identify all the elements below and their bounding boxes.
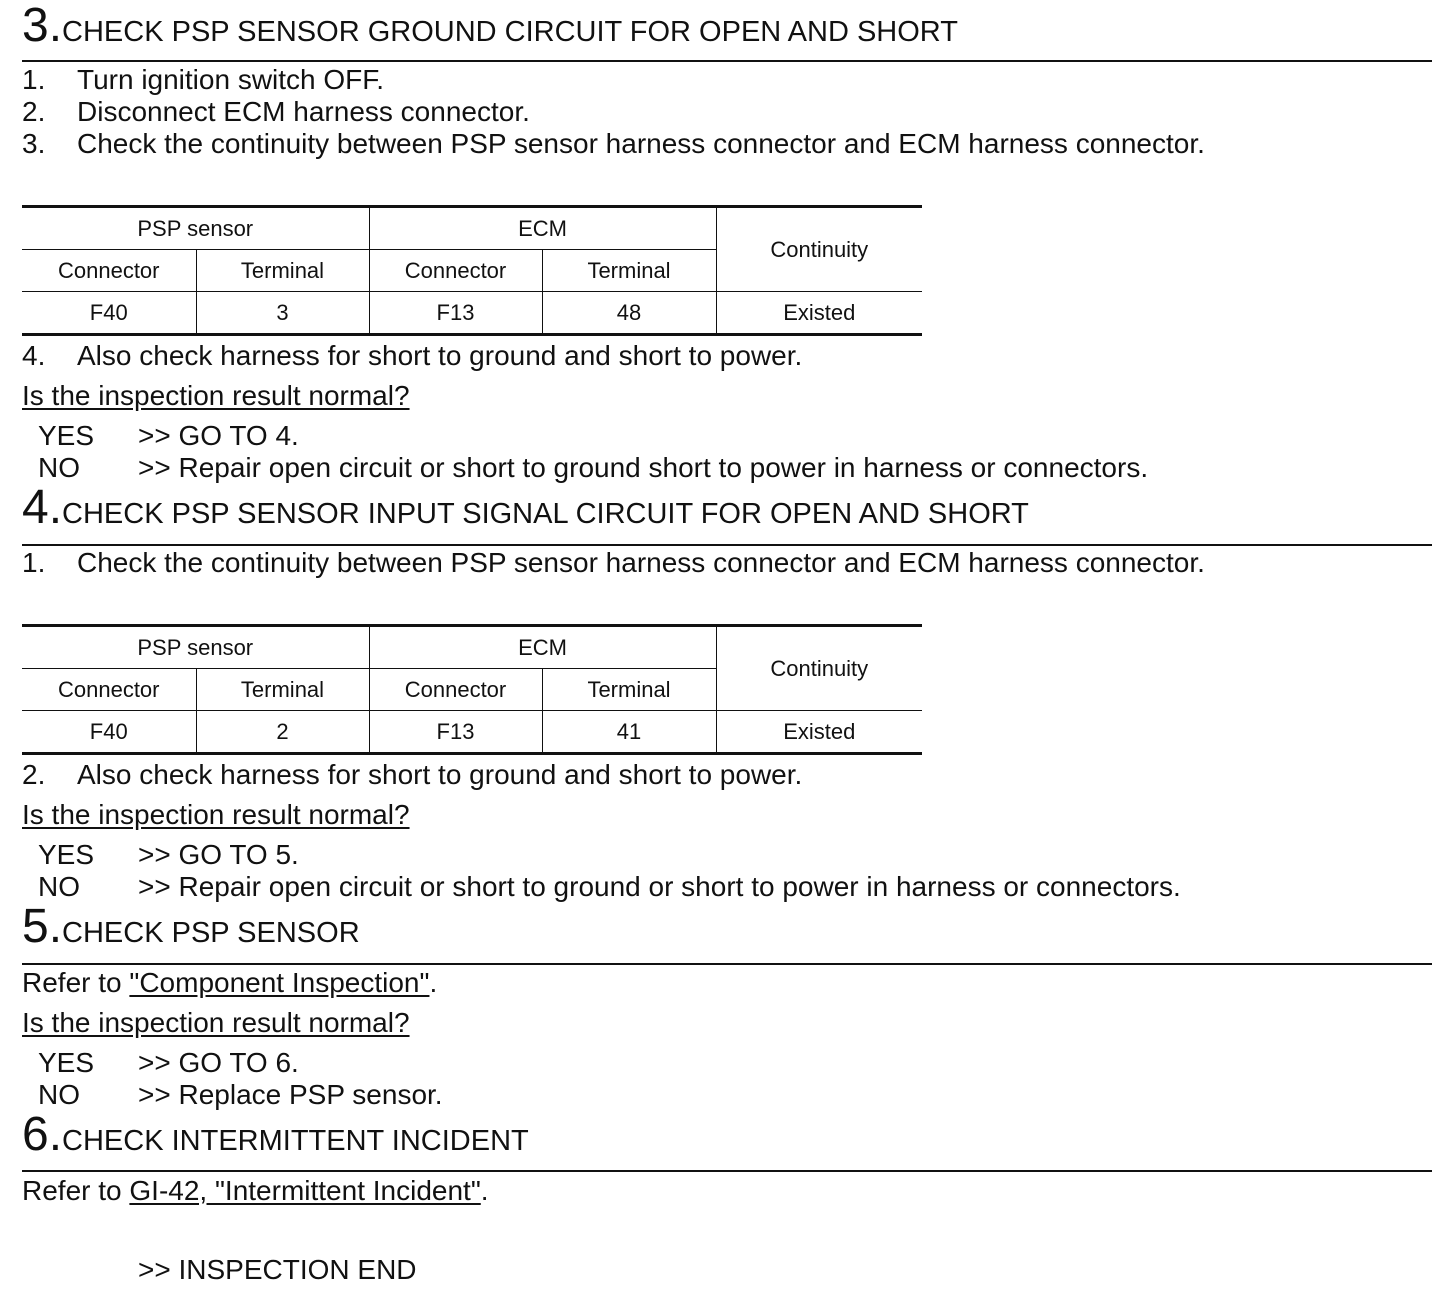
list-item: 2. Also check harness for short to ground and short to power. bbox=[22, 759, 803, 790]
component-inspection-link[interactable]: "Component Inspection" bbox=[129, 967, 430, 998]
table-header: PSP sensor bbox=[22, 626, 369, 669]
table-cell: F13 bbox=[369, 711, 542, 754]
step-4-heading bbox=[22, 481, 1029, 538]
step-3-heading bbox=[22, 2, 958, 56]
table-subheader: Terminal bbox=[196, 669, 369, 711]
step-5-heading bbox=[22, 900, 360, 957]
no-answer: NO >> Replace PSP sensor. bbox=[38, 1079, 443, 1110]
list-item: 1. Check the continuity between PSP sensor harness connector and ECM harness connector. bbox=[22, 547, 1205, 578]
table-cell: 2 bbox=[196, 711, 369, 754]
step-number: 3. bbox=[22, 0, 63, 52]
table-cell: F40 bbox=[22, 292, 196, 335]
list-item: 4. Also check harness for short to ground and short to power. bbox=[22, 340, 803, 371]
yes-answer: YES >> GO TO 4. bbox=[38, 420, 299, 451]
list-item: 3. Check the continuity between PSP sensor harness connector and ECM harness connector. bbox=[22, 128, 1205, 159]
table-header: ECM bbox=[369, 207, 716, 250]
yes-answer: YES >> GO TO 6. bbox=[38, 1047, 299, 1078]
refer-line: Refer to "Component Inspection". bbox=[22, 967, 438, 998]
no-answer: NO >> Repair open circuit or short to ground short to power in harness or connectors. bbox=[38, 452, 1149, 483]
step-title: CHECK PSP SENSOR INPUT SIGNAL CIRCUIT FOR OPEN AND SHORT bbox=[62, 498, 1029, 530]
continuity-table bbox=[22, 205, 922, 336]
table-cell: 48 bbox=[542, 292, 716, 335]
table-subheader: Terminal bbox=[196, 250, 369, 292]
table-subheader: Connector bbox=[369, 250, 542, 292]
divider bbox=[22, 963, 1432, 965]
divider bbox=[22, 544, 1432, 546]
step-6-heading bbox=[22, 1108, 529, 1165]
inspection-question: Is the inspection result normal? bbox=[22, 799, 410, 830]
table-cell: F40 bbox=[22, 711, 196, 754]
table-cell: Existed bbox=[716, 711, 922, 754]
table-cell: Existed bbox=[716, 292, 922, 335]
table-header: ECM bbox=[369, 626, 716, 669]
inspection-question: Is the inspection result normal? bbox=[22, 380, 410, 411]
no-answer: NO >> Repair open circuit or short to ground or short to power in harness or connectors. bbox=[38, 871, 1181, 902]
table-header: Continuity bbox=[716, 207, 922, 292]
table-subheader: Terminal bbox=[542, 250, 716, 292]
inspection-question: Is the inspection result normal? bbox=[22, 1007, 410, 1038]
yes-answer: YES >> GO TO 5. bbox=[38, 839, 299, 870]
table-cell: 41 bbox=[542, 711, 716, 754]
step-title: CHECK INTERMITTENT INCIDENT bbox=[62, 1125, 529, 1157]
inspection-end: >> INSPECTION END bbox=[138, 1254, 417, 1285]
step-title: CHECK PSP SENSOR bbox=[62, 917, 360, 949]
table-row bbox=[22, 292, 922, 335]
table-header: Continuity bbox=[716, 626, 922, 711]
step-number: 6. bbox=[22, 1108, 63, 1161]
list-item: 1. Turn ignition switch OFF. bbox=[22, 64, 385, 95]
table-subheader: Connector bbox=[369, 669, 542, 711]
refer-line: Refer to GI-42, "Intermittent Incident". bbox=[22, 1175, 489, 1206]
divider bbox=[22, 60, 1432, 62]
table-subheader: Connector bbox=[22, 669, 196, 711]
table-header: PSP sensor bbox=[22, 207, 369, 250]
table-cell: 3 bbox=[196, 292, 369, 335]
divider bbox=[22, 1170, 1432, 1172]
step-title: CHECK PSP SENSOR GROUND CIRCUIT FOR OPEN AND SHORT bbox=[62, 16, 958, 48]
table-row bbox=[22, 711, 922, 754]
step-number: 4. bbox=[22, 481, 63, 534]
table-cell: F13 bbox=[369, 292, 542, 335]
list-item: 2. Disconnect ECM harness connector. bbox=[22, 96, 530, 127]
continuity-table bbox=[22, 624, 922, 755]
table-subheader: Connector bbox=[22, 250, 196, 292]
table-subheader: Terminal bbox=[542, 669, 716, 711]
step-number: 5. bbox=[22, 900, 63, 953]
intermittent-incident-link[interactable]: GI-42, "Intermittent Incident" bbox=[129, 1175, 481, 1206]
